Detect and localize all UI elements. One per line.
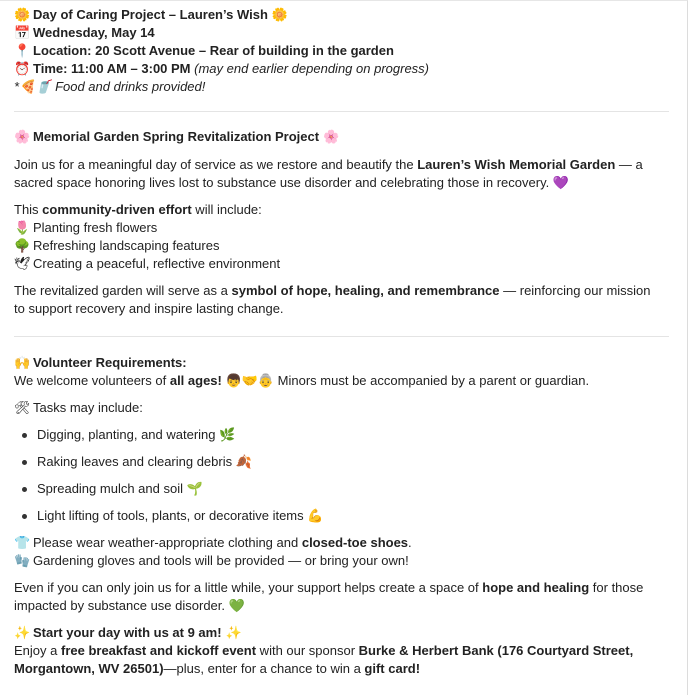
project-includes: This community-driven effort will include:: [14, 202, 262, 217]
fallen-leaf-icon: 🍂: [235, 454, 252, 469]
event-date-line: [14, 24, 678, 42]
seedling-icon: 🌱: [186, 481, 203, 496]
blossom-icon: 🌸: [14, 129, 31, 144]
sparkles-icon: ✨: [14, 625, 31, 640]
event-location-line: [14, 42, 678, 60]
list-item: Spreading mulch and soil 🌱: [14, 480, 678, 498]
event-summary: [14, 6, 678, 96]
sponsor-name: Burke & Herbert Bank (176 Courtyard Street, Morgantown, WV 26501): [14, 643, 634, 676]
green-heart-icon: 💚: [228, 598, 245, 613]
project-closing: The revitalized garden will serve as a symbol of hope, healing, and remembrance — reinforcing our mission to support recovery and inspire lasting change.: [14, 283, 651, 316]
tasks-label-line: 🛠 Tasks may include:: [14, 400, 143, 415]
sparkles-icon-right: ✨: [225, 625, 242, 640]
project-item: 🕊 Creating a peaceful, reflective environment: [14, 256, 281, 271]
purple-heart-icon: 💜: [552, 175, 570, 190]
volunteer-section: [14, 354, 678, 678]
start-heading-line: [14, 624, 678, 642]
volunteer-heading: Volunteer Requirements:: [33, 355, 187, 370]
event-location: Location: 20 Scott Avenue – Rear of building in the garden: [33, 43, 394, 58]
pizza-drink-icon: *🍕🥤: [14, 79, 52, 94]
bullet-icon: [22, 433, 27, 438]
dove-icon: 🕊: [14, 256, 31, 271]
gloves-icon: 🧤: [14, 553, 31, 568]
flower-icon: 🌼: [14, 7, 31, 22]
herb-icon: 🌿: [219, 427, 236, 442]
volunteer-heading-line: [14, 354, 678, 372]
shirt-icon: 👕: [14, 535, 31, 550]
event-time-note: (may end earlier depending on progress): [194, 61, 429, 76]
event-food-line: [14, 78, 678, 96]
event-title-line: [14, 6, 678, 24]
project-item: 🌳 Refreshing landscaping features: [14, 238, 220, 253]
tulip-icon: 🌷: [14, 220, 31, 235]
support-paragraph: Even if you can only join us for a little while, your support helps create a space of hope and healing for those impacted by substance use disorder. 💚: [14, 580, 644, 613]
list-item: Raking leaves and clearing debris 🍂: [14, 453, 678, 471]
volunteer-welcome: We welcome volunteers of all ages! 👦🤝👵 Minors must be accompanied by a parent or guardian.: [14, 373, 590, 388]
alarm-clock-icon: ⏰: [14, 61, 31, 76]
calendar-icon: 📅: [14, 25, 31, 40]
flower-icon-right: 🌼: [271, 7, 289, 22]
wear-line: 👕 Please wear weather-appropriate clothing and closed-toe shoes.: [14, 535, 412, 550]
tree-icon: 🌳: [14, 238, 31, 253]
project-heading-line: [14, 128, 678, 146]
task-list: [14, 426, 678, 525]
flexed-arm-icon: 💪: [307, 508, 324, 523]
project-intro: Join us for a meaningful day of service as we restore and beautify the Lauren’s Wish Memorial Garden — a sacred space honoring lives lost to substance use disorder and celebrating those in recovery. 💜: [14, 157, 643, 190]
project-item: 🌷 Planting fresh flowers: [14, 220, 158, 235]
list-item: Light lifting of tools, plants, or decorative items 💪: [14, 507, 678, 525]
divider-2: [14, 336, 669, 337]
pin-icon: 📍: [14, 43, 31, 58]
bullet-icon: [22, 514, 27, 519]
start-heading: Start your day with us at 9 am!: [33, 625, 222, 640]
bullet-icon: [22, 487, 27, 492]
project-heading: Memorial Garden Spring Revitalization Project: [33, 129, 320, 144]
gloves-line: 🧤 Gardening gloves and tools will be provided — or bring your own!: [14, 553, 409, 568]
event-title: Day of Caring Project – Lauren’s Wish: [33, 7, 268, 22]
event-time-line: [14, 60, 678, 78]
message-body: [14, 6, 678, 678]
event-date: Wednesday, May 14: [33, 25, 155, 40]
breakfast-paragraph: Enjoy a free breakfast and kickoff event with our sponsor Burke & Herbert Bank (176 Courtyard Street, Morgantown, WV 26501)—plus, enter for a chance to win a gift card!: [14, 643, 634, 676]
raised-hands-icon: 🙌: [14, 355, 31, 370]
event-time: Time: 11:00 AM – 3:00 PM: [33, 61, 191, 76]
blossom-icon-right: 🌸: [323, 129, 340, 144]
bullet-icon: [22, 460, 27, 465]
list-item: Digging, planting, and watering 🌿: [14, 426, 678, 444]
event-food: Food and drinks provided!: [55, 79, 206, 94]
project-section: [14, 128, 678, 318]
garden-name: Lauren’s Wish Memorial Garden: [417, 157, 616, 172]
tools-icon: 🛠: [14, 400, 31, 415]
people-icon: 👦🤝👵: [225, 373, 275, 388]
divider-1: [14, 111, 669, 112]
